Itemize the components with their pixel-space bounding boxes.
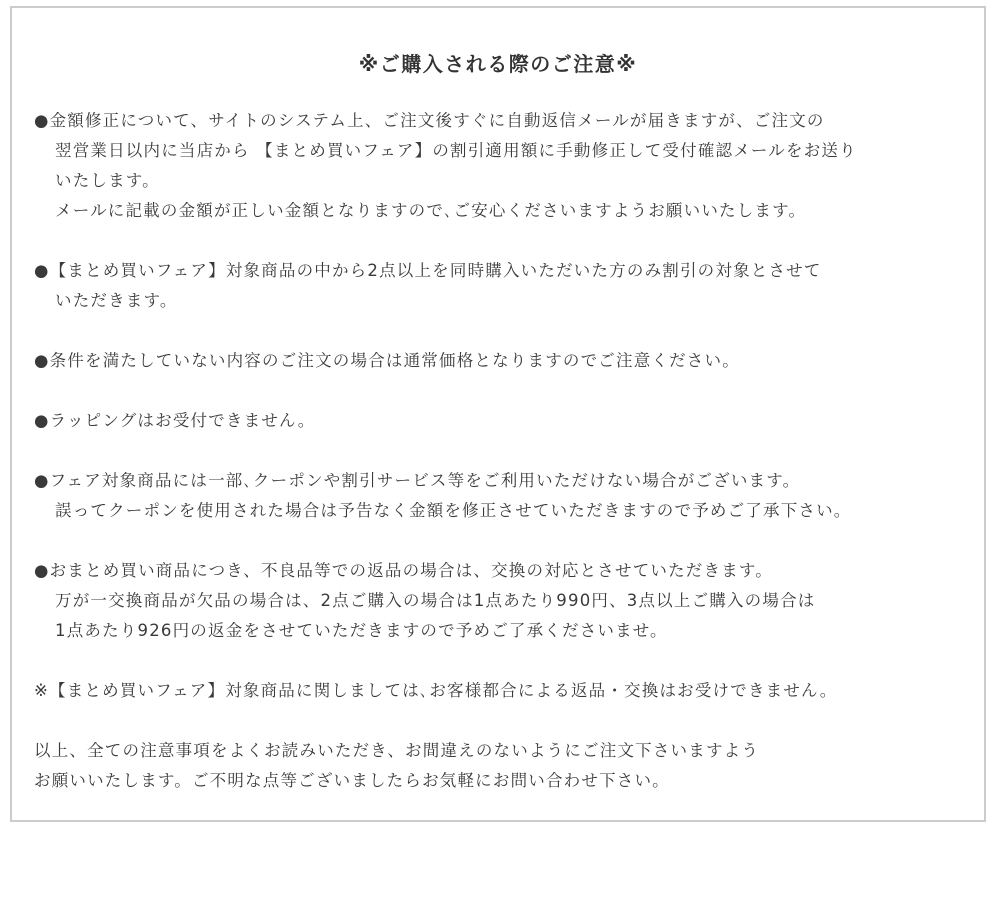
notice-line: 万が一交換商品が欠品の場合は、2点ご購入の場合は1点あたり990円、3点以上ご購入の場合は bbox=[55, 591, 816, 610]
notice-line: 以上、全ての注意事項をよくお読みいただき、お間違えのないようにご注文下さいますよう bbox=[34, 741, 760, 760]
notice-line: ●【まとめ買いフェア】対象商品の中から2点以上を同時購入いただいた方のみ割引の対象とさせて bbox=[34, 261, 822, 280]
notice-line: いただきます。 bbox=[55, 291, 178, 310]
notice-line: ●ラッピングはお受付できません。 bbox=[34, 411, 316, 430]
notice-line: 誤ってクーポンを使用された場合は予告なく金額を修正させていただきますので予めご了承下さい。 bbox=[55, 501, 852, 520]
notice-line: 1点あたり926円の返金をさせていただきますので予めご了承くださいませ。 bbox=[55, 621, 668, 640]
notice-line: メールに記載の金額が正しい金額となりますので､ご安心くださいますようお願いいたします。 bbox=[55, 201, 807, 220]
notice-line: ※【まとめ買いフェア】対象商品に関しましては､お客様都合による返品・交換はお受けできません。 bbox=[34, 681, 838, 700]
notice-line: ●金額修正について、サイトのシステム上、ご注文後すぐに自動返信メールが届きますが、ご注文の bbox=[34, 111, 825, 130]
notice-line: ●条件を満たしていない内容のご注文の場合は通常価格となりますのでご注意ください。 bbox=[34, 351, 740, 370]
notice-line: お願いいたします。ご不明な点等ございましたらお気軽にお問い合わせ下さい。 bbox=[34, 771, 670, 790]
notice-title: ※ご購入される際のご注意※ bbox=[358, 52, 638, 76]
notice-box bbox=[10, 6, 986, 822]
notice-line: ●フェア対象商品には一部､クーポンや割引サービス等をご利用いただけない場合がございます。 bbox=[34, 471, 801, 490]
notice-line: 翌営業日以内に当店から 【まとめ買いフェア】の割引適用額に手動修正して受付確認メールをお送り bbox=[55, 141, 857, 160]
notice-line: いたします。 bbox=[55, 171, 160, 190]
notice-line: ●おまとめ買い商品につき、不良品等での返品の場合は、交換の対応とさせていただきます。 bbox=[34, 561, 773, 580]
